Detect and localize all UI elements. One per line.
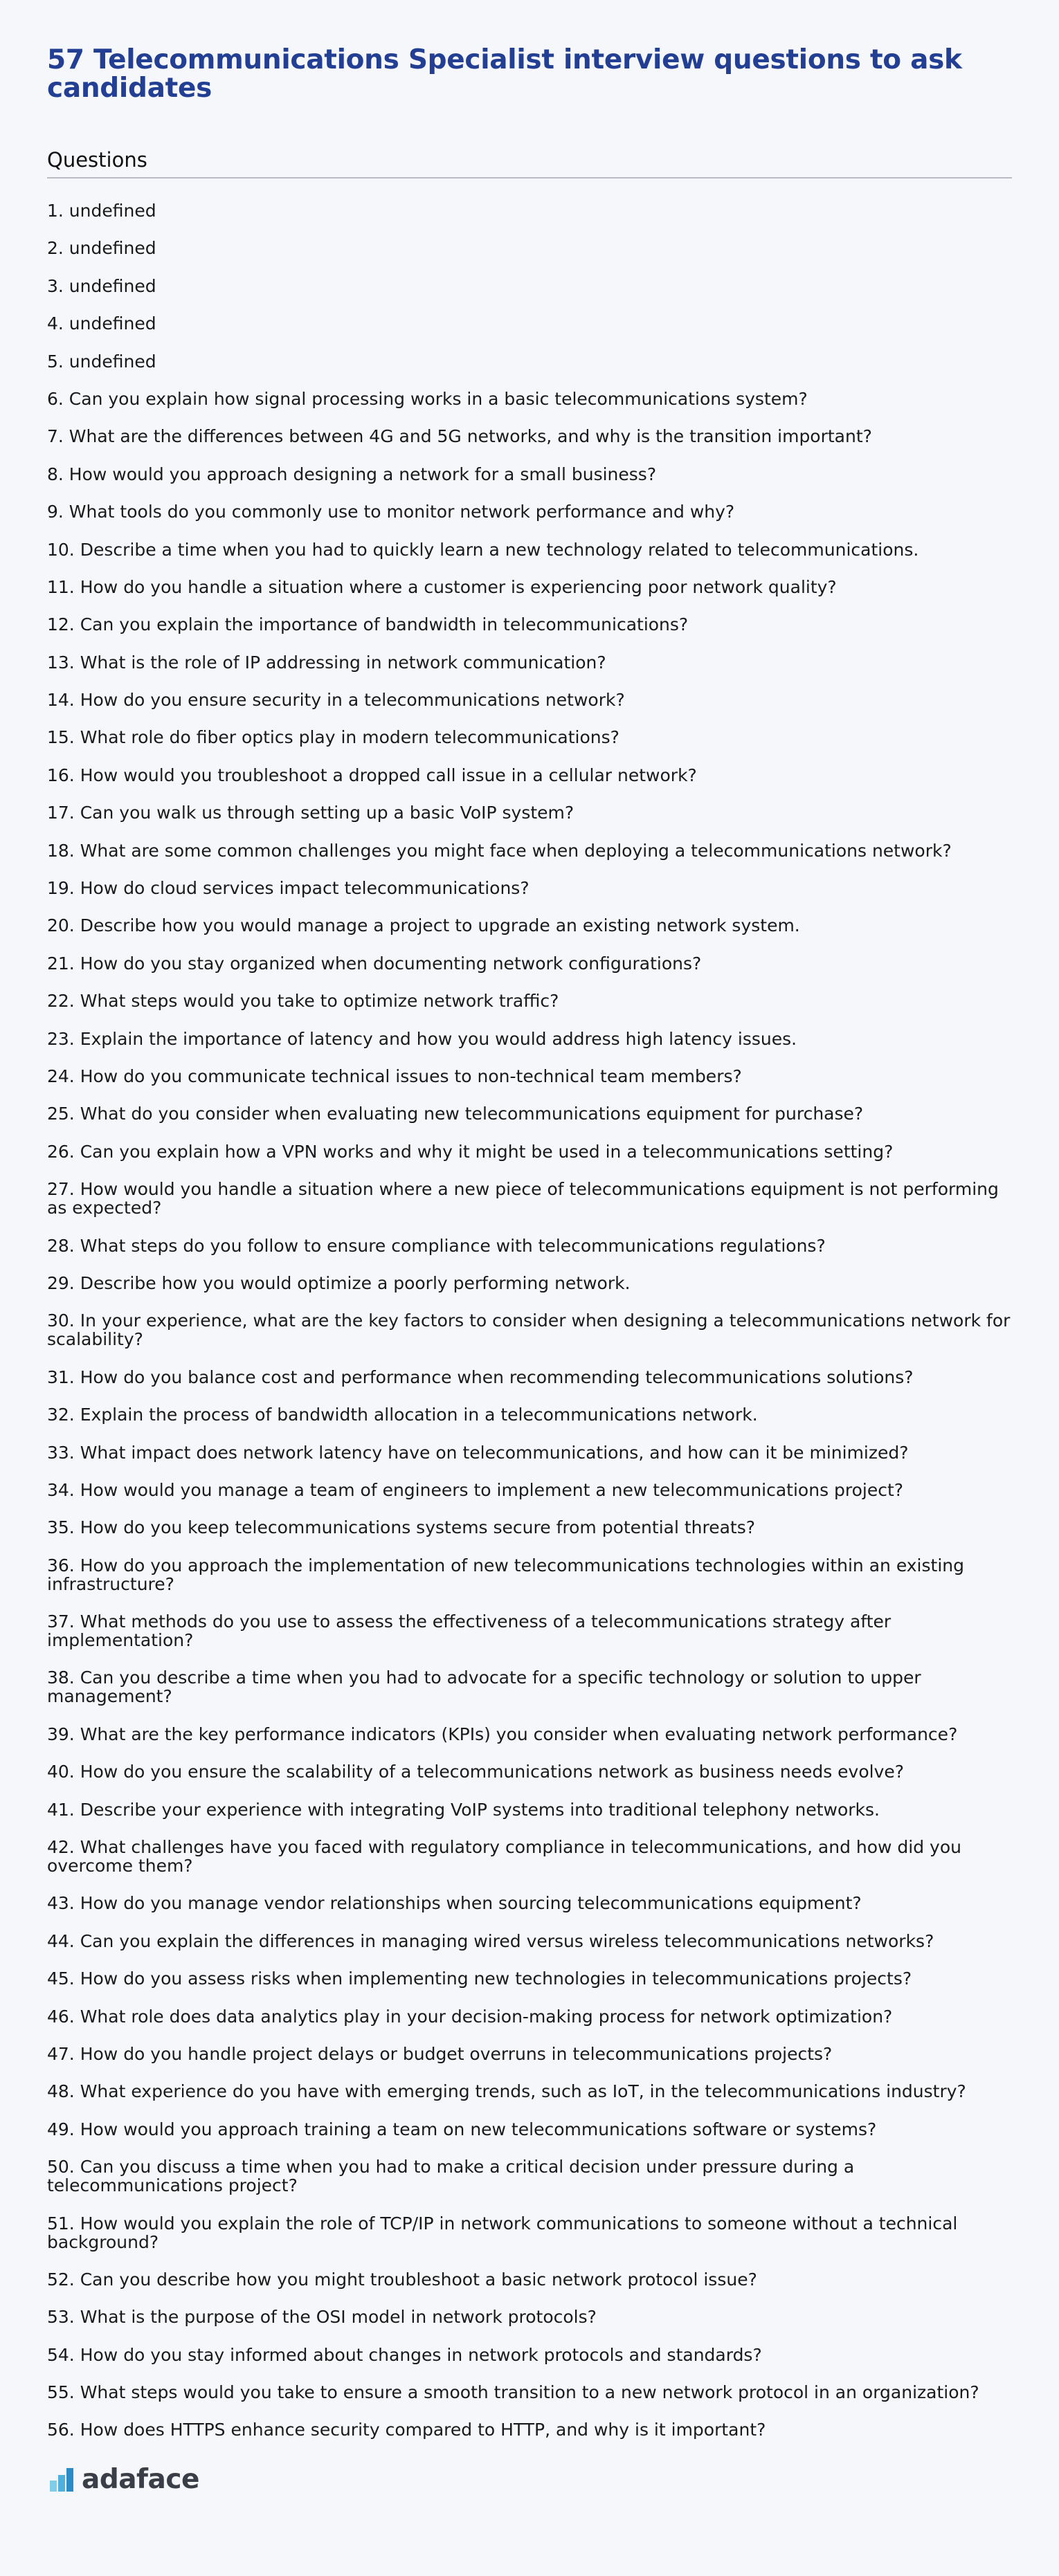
question-item: 24. How do you communicate technical issues to non-technical team members?: [47, 1066, 742, 1086]
question-item: 31. How do you balance cost and performance when recommending telecommunications solutions?: [47, 1367, 914, 1387]
questions-section-heading: Questions: [47, 147, 1012, 179]
question-item: 38. Can you describe a time when you had to advocate for a specific technology or solution to upper management?: [47, 1668, 921, 1707]
question-item: 20. Describe how you would manage a project to upgrade an existing network system.: [47, 915, 800, 936]
page-content: [47, 46, 1012, 2458]
question-item: 7. What are the differences between 4G and 5G networks, and why is the transition important?: [47, 426, 872, 447]
question-item: 30. In your experience, what are the key factors to consider when designing a telecommunications network for scalability?: [47, 1310, 1011, 1350]
question-item: 51. How would you explain the role of TCP/IP in network communications to someone without a technical background?: [47, 2213, 958, 2252]
question-item: 50. Can you discuss a time when you had to make a critical decision under pressure during a telecommunications project?: [47, 2157, 855, 2196]
question-item: 4. undefined: [47, 313, 156, 334]
question-item: 6. Can you explain how signal processing works in a basic telecommunications system?: [47, 388, 808, 409]
adaface-logo-text: adaface: [82, 2464, 199, 2495]
question-item: 27. How would you handle a situation where a new piece of telecommunications equipment is not performing as expected?: [47, 1179, 999, 1218]
question-item: 15. What role do fiber optics play in modern telecommunications?: [47, 727, 619, 748]
question-item: 53. What is the purpose of the OSI model in network protocols?: [47, 2307, 597, 2328]
question-item: 3. undefined: [47, 275, 156, 296]
question-item: 56. How does HTTPS enhance security compared to HTTP, and why is it important?: [47, 2420, 766, 2440]
question-item: 16. How would you troubleshoot a dropped call issue in a cellular network?: [47, 765, 697, 785]
question-list: [47, 201, 1012, 2439]
question-item: 40. How do you ensure the scalability of a telecommunications network as business needs evolve?: [47, 1762, 905, 1782]
question-item: 35. How do you keep telecommunications systems secure from potential threats?: [47, 1517, 756, 1538]
question-item: 1. undefined: [47, 201, 156, 221]
question-item: 28. What steps do you follow to ensure compliance with telecommunications regulations?: [47, 1235, 826, 1256]
question-item: 9. What tools do you commonly use to monitor network performance and why?: [47, 502, 735, 522]
question-item: 10. Describe a time when you had to quickly learn a new technology related to telecommunications.: [47, 539, 919, 560]
question-item: 13. What is the role of IP addressing in network communication?: [47, 652, 606, 673]
question-item: 22. What steps would you take to optimize network traffic?: [47, 991, 559, 1012]
question-item: 23. Explain the importance of latency and how you would address high latency issues.: [47, 1028, 797, 1049]
question-item: 46. What role does data analytics play in your decision-making process for network optimization?: [47, 2006, 893, 2027]
question-item: 41. Describe your experience with integrating VoIP systems into traditional telephony networks.: [47, 1799, 880, 1820]
question-item: 14. How do you ensure security in a telecommunications network?: [47, 690, 625, 711]
question-item: 42. What challenges have you faced with regulatory compliance in telecommunications, and how did you overcome them?: [47, 1837, 961, 1876]
question-item: 54. How do you stay informed about changes in network protocols and standards?: [47, 2344, 762, 2365]
question-item: 25. What do you consider when evaluating new telecommunications equipment for purchase?: [47, 1104, 864, 1124]
question-item: 37. What methods do you use to assess the effectiveness of a telecommunications strategy after implementation?: [47, 1611, 891, 1651]
question-item: 5. undefined: [47, 351, 156, 372]
question-item: 36. How do you approach the implementation of new telecommunications technologies within an existing infrastructure?: [47, 1555, 964, 1594]
question-item: 55. What steps would you take to ensure a smooth transition to a new network protocol in an organization?: [47, 2382, 979, 2403]
question-item: 39. What are the key performance indicators (KPIs) you consider when evaluating network performance?: [47, 1724, 958, 1744]
page-title: 57 Telecommunications Specialist interview questions to ask candidates: [47, 44, 962, 104]
question-item: 49. How would you approach training a team on new telecommunications software or systems?: [47, 2119, 877, 2139]
question-item: 48. What experience do you have with emerging trends, such as IoT, in the telecommunications industry?: [47, 2081, 966, 2102]
question-item: 43. How do you manage vendor relationships when sourcing telecommunications equipment?: [47, 1893, 862, 1914]
question-item: 17. Can you walk us through setting up a basic VoIP system?: [47, 803, 574, 823]
question-item: 47. How do you handle project delays or budget overruns in telecommunications projects?: [47, 2043, 833, 2064]
question-item: 11. How do you handle a situation where a customer is experiencing poor network quality?: [47, 576, 837, 597]
question-item: 8. How would you approach designing a network for a small business?: [47, 464, 657, 484]
question-item: 18. What are some common challenges you might face when deploying a telecommunications network?: [47, 840, 952, 861]
question-item: 52. Can you describe how you might troubleshoot a basic network protocol issue?: [47, 2269, 757, 2290]
question-item: 21. How do you stay organized when documenting network configurations?: [47, 953, 702, 974]
question-item: 33. What impact does network latency have on telecommunications, and how can it be minimized?: [47, 1442, 909, 1463]
question-item: 12. Can you explain the importance of bandwidth in telecommunications?: [47, 614, 689, 635]
adaface-logo-icon: [50, 2468, 73, 2492]
adaface-logo[interactable]: [50, 2466, 199, 2494]
question-item: 2. undefined: [47, 238, 156, 259]
question-item: 29. Describe how you would optimize a poorly performing network.: [47, 1272, 631, 1293]
question-item: 26. Can you explain how a VPN works and why it might be used in a telecommunications setting?: [47, 1141, 894, 1162]
question-item: 32. Explain the process of bandwidth allocation in a telecommunications network.: [47, 1405, 758, 1425]
question-item: 44. Can you explain the differences in managing wired versus wireless telecommunications networks?: [47, 1930, 934, 1951]
question-item: 34. How would you manage a team of engineers to implement a new telecommunications project?: [47, 1479, 904, 1500]
question-item: 19. How do cloud services impact telecommunications?: [47, 878, 530, 899]
question-item: 45. How do you assess risks when implementing new technologies in telecommunications projects?: [47, 1968, 912, 1989]
